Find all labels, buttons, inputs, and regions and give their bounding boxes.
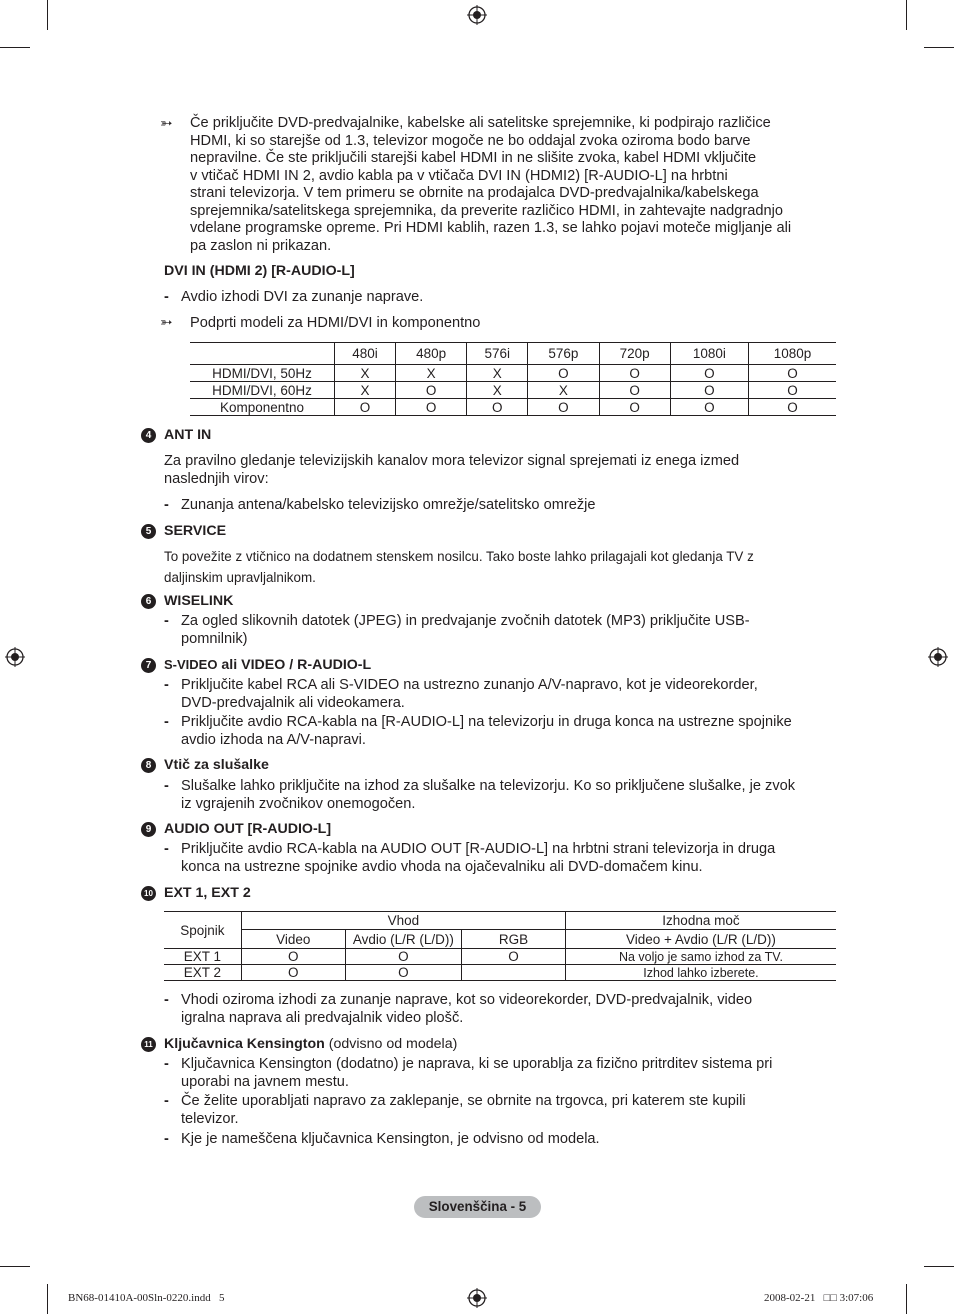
wiselink-bullet	[181, 613, 836, 648]
text-line: sprejemnika/satelitskega sprejemnika, da preverite različico HDMI, in zahtevajte nadgradnjo	[190, 202, 783, 219]
section-heading-dvi: DVI IN (HDMI 2) [R-AUDIO-L]	[164, 263, 355, 279]
table-header-cell: Video + Avdio (L/R (L/D))	[565, 930, 836, 949]
table-cell: O	[599, 382, 670, 399]
ant-paragraph	[164, 453, 836, 488]
text-line: Ključavnica Kensington (dodatno) je naprava, ki se uporablja za fizično pritrditev sistema pri	[181, 1056, 773, 1072]
pointing-arrow-icon: ➳	[160, 115, 173, 132]
text-line: DVD-predvajalnik ali videokamera.	[181, 694, 405, 711]
bullet-dash: -	[164, 677, 169, 693]
intro-note	[190, 115, 840, 255]
table-header-cell: 576p	[528, 343, 599, 365]
bullet-dash: -	[164, 992, 169, 1008]
table-cell: O	[599, 399, 670, 416]
text-line: naslednjih virov:	[164, 470, 269, 487]
registration-mark-icon	[467, 1288, 487, 1308]
text-line: daljinskim upravljalnikom.	[164, 570, 316, 585]
table-header-cell: 1080p	[749, 343, 836, 365]
text-line: v vtičač HDMI IN 2, avdio kabla pa v vtičača DVI IN (HDMI2) [R-AUDIO-L] na hrbtni	[190, 167, 728, 184]
text-line: HDMI, ki so starejše od 1.3, televizor mogoče ne bo oddajal zvoka oziroma bodo barve	[190, 132, 751, 149]
table-header-cell	[190, 343, 335, 365]
text-line: pa zaslon ni prikazan.	[190, 237, 332, 254]
table-header-cell: Video	[241, 930, 345, 949]
bullet-dash: -	[164, 289, 169, 305]
section-number-badge: 8	[141, 758, 156, 773]
table-cell: HDMI/DVI, 50Hz	[190, 365, 335, 382]
table-cell: O	[395, 399, 466, 416]
table-cell: EXT 1	[164, 949, 241, 965]
table-header-cell: Izhodna moč	[565, 912, 836, 930]
section-number-badge: 6	[141, 594, 156, 609]
section-heading-ext: EXT 1, EXT 2	[164, 885, 251, 901]
section-number-badge: 9	[141, 822, 156, 837]
text-line: To povežite z vtičnico na dodatnem stenskem nosilcu. Tako boste lahko prilagajali kot gledanja TV z	[164, 549, 754, 564]
text-line: Priključite avdio RCA-kabla na AUDIO OUT [R-AUDIO-L] na hrbtni strani televizorja in druga	[181, 841, 776, 857]
text-line: igralna naprava ali predvajalnik video plošč.	[181, 1009, 464, 1026]
bullet-dash: -	[164, 1056, 169, 1072]
table-row	[190, 365, 836, 382]
kensington-bullet	[181, 1093, 836, 1128]
table-header-cell: RGB	[462, 930, 566, 949]
text-line: Slušalke lahko priključite na izhod za slušalke na televizorju. Ko so priključene slušalke, je zvok	[181, 778, 796, 794]
section-number-badge: 5	[141, 524, 156, 539]
table-cell: O	[241, 949, 345, 965]
section-number-badge: 10	[141, 886, 156, 901]
section-heading-ant: ANT IN	[164, 427, 212, 443]
bullet-dash: -	[164, 1131, 169, 1147]
bullet-dash: -	[164, 1093, 169, 1109]
bullet-dash: -	[164, 841, 169, 857]
table-cell: X	[395, 365, 466, 382]
text-line: nepravilne. Če ste priključili starejši kabel HDMI in ne slišite zvoka, kabel HDMI vključite	[190, 150, 757, 166]
heading-suffix: (odvisno od modela)	[324, 1036, 458, 1052]
text-line: Če priključite DVD-predvajalnike, kabelske ali satelitske sprejemnike, ki podpirajo različice	[190, 115, 771, 131]
table-cell: O	[241, 965, 345, 981]
crop-mark	[0, 47, 30, 48]
table-cell: X	[528, 382, 599, 399]
table-cell: X	[467, 382, 528, 399]
svideo-bullet	[181, 714, 836, 749]
table-cell: O	[528, 399, 599, 416]
text-line: Vhodi oziroma izhodi za zunanje naprave, kot so videorekorder, DVD-predvajalnik, video	[181, 992, 753, 1008]
section-heading-service: SERVICE	[164, 523, 227, 539]
heading-part: S-VIDEO	[164, 657, 218, 672]
kensington-bullet: Kje je nameščena ključavnica Kensington, je odvisno od modela.	[181, 1131, 600, 1147]
dvi-note: Podprti modeli za HDMI/DVI in komponentno	[190, 315, 481, 331]
section-heading-headphones: Vtič za slušalke	[164, 757, 269, 773]
table-header-cell: Spojnik	[164, 912, 241, 949]
text-line: Če želite uporabljati napravo za zaklepanje, se obrnite na trgovca, pri katerem ste kupili	[181, 1093, 746, 1109]
text-line: iz vgrajenih zvočnikov onemogočen.	[181, 795, 416, 812]
table-row	[190, 382, 836, 399]
table-cell: HDMI/DVI, 60Hz	[190, 382, 335, 399]
table-cell: O	[467, 399, 528, 416]
text-line: televizor.	[181, 1110, 239, 1127]
crop-mark	[47, 1284, 48, 1314]
registration-mark-icon	[5, 647, 25, 667]
table-cell: Izhod lahko izberete.	[565, 965, 836, 981]
audio-out-bullet	[181, 841, 836, 876]
crop-mark	[924, 1266, 954, 1267]
table-cell: O	[670, 365, 748, 382]
table-header-cell: 720p	[599, 343, 670, 365]
ext-table	[164, 911, 836, 981]
table-cell: O	[345, 949, 462, 965]
section-heading-svideo	[164, 657, 371, 673]
text-line: uporabi na javnem mestu.	[181, 1073, 349, 1090]
table-cell: X	[335, 382, 396, 399]
table-cell: O	[462, 949, 566, 965]
headphones-bullet	[181, 778, 836, 813]
modes-table	[190, 342, 836, 416]
text-line: Za pravilno gledanje televizijskih kanalov mora televizor signal sprejemati iz enega izmed	[164, 453, 740, 469]
table-cell: O	[749, 399, 836, 416]
svideo-bullet	[181, 677, 836, 712]
table-cell: O	[749, 382, 836, 399]
table-cell: X	[335, 365, 396, 382]
bullet-dash: -	[164, 714, 169, 730]
heading-part: VIDEO / R-AUDIO-L	[241, 657, 372, 673]
table-cell: O	[335, 399, 396, 416]
table-cell: O	[395, 382, 466, 399]
dvi-bullet: Avdio izhodi DVI za zunanje naprave.	[181, 289, 424, 305]
table-cell: Komponentno	[190, 399, 335, 416]
text-line: pomnilnik)	[181, 630, 248, 647]
page-label: Slovenščina - 5	[414, 1196, 541, 1218]
ant-bullet: Zunanja antena/kabelsko televizijsko omrežje/satelitsko omrežje	[181, 497, 596, 513]
text-line: Priključite avdio RCA-kabla na [R-AUDIO-L] na televizorju in druga konca na ustrezne spojnike	[181, 714, 792, 730]
table-cell: O	[345, 965, 462, 981]
table-cell: O	[670, 382, 748, 399]
registration-mark-icon	[467, 5, 487, 25]
table-cell: X	[467, 365, 528, 382]
service-paragraph	[164, 546, 844, 588]
text-line: strani televizorja. V tem primeru se obrnite na prodajalca DVD-predvajalnika/kabelskega	[190, 185, 759, 201]
pointing-arrow-icon: ➳	[160, 314, 173, 331]
table-header-cell: Avdio (L/R (L/D))	[345, 930, 462, 949]
table-row	[190, 399, 836, 416]
table-cell: O	[528, 365, 599, 382]
table-header-cell: 576i	[467, 343, 528, 365]
crop-mark	[0, 1266, 30, 1267]
table-cell: O	[749, 365, 836, 382]
heading-part: ali	[217, 657, 242, 673]
table-header-cell: Vhod	[241, 912, 565, 930]
section-number-badge: 7	[141, 658, 156, 673]
crop-mark	[924, 47, 954, 48]
table-header-cell: 480i	[335, 343, 396, 365]
crop-mark	[906, 0, 907, 30]
text-line: Za ogled slikovnih datotek (JPEG) in predvajanje zvočnih datotek (MP3) priključite USB-	[181, 613, 750, 629]
table-cell: O	[670, 399, 748, 416]
text-line: avdio izhoda na A/V-napravi.	[181, 731, 366, 748]
footer-datetime: 2008-02-21 □□ 3:07:06	[764, 1292, 874, 1304]
table-cell	[462, 965, 566, 981]
table-cell: Na voljo je samo izhod za TV.	[565, 949, 836, 965]
section-number-badge: 4	[141, 428, 156, 443]
crop-mark	[47, 0, 48, 30]
section-heading-wiselink: WISELINK	[164, 593, 234, 609]
text-line: vdelane programske opreme. Pri HDMI kablih, razen 1.3, se lahko pojavi moteče migljanje ali	[190, 220, 792, 236]
table-header-cell: 480p	[395, 343, 466, 365]
crop-mark	[906, 1284, 907, 1314]
footer-file: BN68-01410A-00Sln-0220.indd 5	[68, 1292, 225, 1304]
table-cell: EXT 2	[164, 965, 241, 981]
heading-part: Ključavnica Kensington	[164, 1036, 325, 1052]
bullet-dash: -	[164, 778, 169, 794]
ext-bullet	[181, 992, 836, 1027]
table-cell: O	[599, 365, 670, 382]
bullet-dash: -	[164, 613, 169, 629]
section-heading-audio-out: AUDIO OUT [R-AUDIO-L]	[164, 821, 332, 837]
section-heading-kensington	[164, 1036, 457, 1052]
text-line: konca na ustrezne spojnike avdio vhoda na ojačevalniku ali DVD-domačem kinu.	[181, 858, 703, 875]
table-row	[164, 949, 836, 965]
table-row	[164, 965, 836, 981]
registration-mark-icon	[928, 647, 948, 667]
kensington-bullet	[181, 1056, 836, 1091]
section-number-badge: 11	[141, 1037, 156, 1052]
text-line: Priključite kabel RCA ali S-VIDEO na ustrezno zunanjo A/V-napravo, kot je videorekorder,	[181, 677, 758, 693]
table-header-cell: 1080i	[670, 343, 748, 365]
bullet-dash: -	[164, 497, 169, 513]
